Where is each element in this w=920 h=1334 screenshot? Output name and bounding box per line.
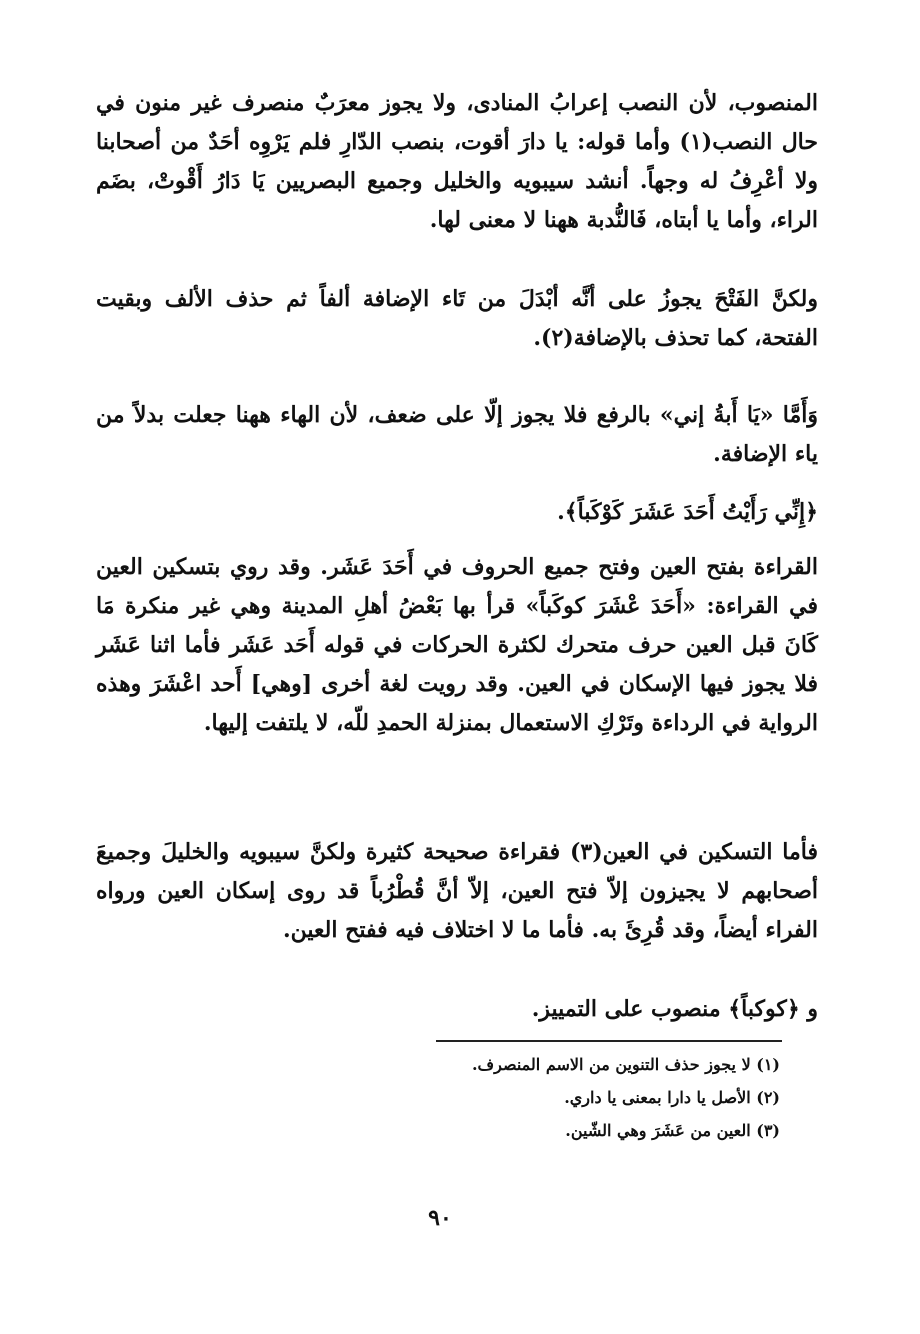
paragraph-taskin: فأما التسكين في العين(٣) فقراءة صحيحة كثيرة ولكنَّ سيبويه والخليلَ وجميعَ أصحابهم لا يجيزون إلاّ فتح العين، إلاّ أنَّ قُطْرُباً قد روى إسكان العين ورواه الفراء أيضاً، وقد قُرِئَ به. فأما ما لا اختلاف فيه ففتح العين. [96,839,818,943]
footnote-1: (١) لا يجوز حذف التنوين من الاسم المنصرف. [471,1055,780,1074]
paragraph-tamyiz: و ﴿كوكباً﴾ منصوب على التمييز. [531,996,818,1022]
footnotes [300,1048,780,1147]
footnote-2: (٢) الأصل يا دارا بمعنى يا داري. [564,1088,780,1107]
paragraph-vocative-nasb: المنصوب، لأن النصب إعرابُ المنادى، ولا يجوز معرَبٌ منصرف غير منون في حال النصب(١) وأما قوله: يا دارَ أقوت، بنصب الدّارِ فلم يَرْوِه أحَدٌ من أصحابنا ولا أعْرِفُ له وجهاً. أنشد سيبويه والخليل وجميع البصريين يَا دَارُ أَقْوتْ، بضَم الراء، وأما يا أبتاه، فَالنُّدبة ههنا لا معنى لها. [96,90,818,233]
footnote-3: (٣) العين من عَشَرَ وهي الشّين. [565,1121,780,1140]
paragraph-qiraat: القراءة بفتح العين وفتح جميع الحروف في أَحَدَ عَشَر. وقد روي بتسكين العين في القراءة: «أَحَدَ عْشَرَ كوكَباً» قرأ بها بَعْضُ أهلِ المدينة وهي غير منكرة مَا كَانَ قبل العين حرف متحرك لكثرة الحركات في قوله أَحَد عَشَر فأما اثنا عَشَر فلا يجوز فيها الإسكان في العين. وقد رويت لغة أخرى [وهي] أَحد اعْشَرَ وهذه الرواية في الرداءة وتَرْكِ الاستعمال بمنزلة الحمدِ للّه، لا يلتفت إليها. [96,554,819,736]
footnote-separator [436,1040,782,1042]
paragraph-fath-ibdal: ولكنَّ الفَتْحَ يجوزُ على أنَّه أبْدَلَ من تَاء الإضافة ألفاً ثم حذف الألف وبقيت الفتحة، كما تحذف بالإضافة(٢). [96,286,818,351]
page-number: ٩٠ [428,1205,452,1231]
paragraph-raf-daif: وَأَمَّا «يَا أَبةُ إني» بالرفع فلا يجوز إلّا على ضعف، لأن الهاء ههنا جعلت بدلاً من ياء الإضافة. [96,402,818,467]
quran-verse: ﴿إِنِّي رَأَيْتُ أَحَدَ عَشَرَ كَوْكَباً﴾. [557,499,818,525]
